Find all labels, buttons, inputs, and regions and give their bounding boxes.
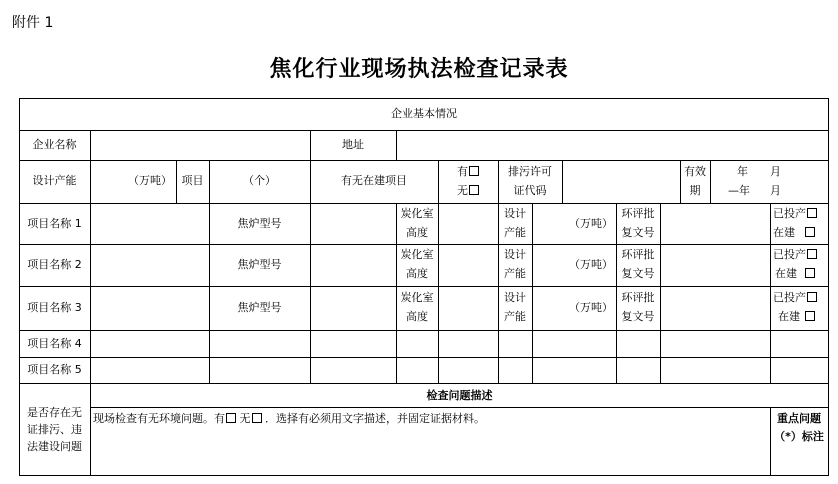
design-capacity-label: 产能: [504, 310, 526, 323]
row-divider: [19, 330, 829, 331]
permit-code-label: 证代码: [513, 184, 547, 197]
status-under-construction: 在建: [778, 309, 815, 325]
section-issue-description: 检查问题描述: [426, 389, 493, 402]
issue-label: 法建设问题: [27, 440, 82, 453]
chamber-height-label: 高度: [406, 226, 428, 239]
status-in-production: 已投产: [773, 247, 817, 263]
attachment-label: 附件 1: [12, 15, 54, 31]
col-divider: [310, 160, 311, 383]
project-name-label: 项目名称 5: [27, 363, 82, 376]
design-capacity-label: 产能: [504, 226, 526, 239]
table-border-top: [19, 98, 829, 99]
page-title: 焦化行业现场执法检查记录表: [269, 56, 569, 82]
key-issue-label: （*）标注: [774, 430, 824, 443]
unit-count: （个）: [243, 174, 276, 187]
oven-type-label: 焦炉型号: [237, 301, 282, 314]
chamber-height-label: 高度: [406, 310, 428, 323]
chamber-height-label: 炭化室: [400, 291, 434, 304]
status-under-construction: 在建: [775, 266, 815, 282]
chamber-height-label: 炭化室: [400, 207, 434, 220]
status-in-production: 已投产: [773, 206, 817, 222]
col-divider: [770, 203, 771, 383]
chamber-height-label: 高度: [406, 267, 428, 280]
month-label: 月: [770, 165, 781, 178]
eia-approval-label: 复文号: [621, 267, 655, 280]
company-name-label: 企业名称: [32, 138, 77, 151]
checkbox[interactable]: [807, 292, 817, 302]
design-capacity-label: 设计: [504, 248, 526, 261]
design-capacity-label: 设计: [504, 207, 526, 220]
eia-approval-label: 环评批: [621, 207, 655, 220]
project-count-label: 项目: [181, 174, 204, 187]
eia-approval-label: 环评批: [621, 248, 655, 261]
issue-label: 证排污、违: [27, 423, 82, 436]
section-basic-info: 企业基本情况: [391, 107, 457, 120]
col-divider: [562, 160, 563, 203]
project-name-label: 项目名称 3: [27, 301, 82, 314]
col-divider: [710, 160, 711, 203]
project-name-label: 项目名称 4: [27, 337, 82, 350]
option-no: 无: [438, 183, 498, 199]
checkbox[interactable]: [805, 268, 815, 278]
oven-type-label: 焦炉型号: [237, 217, 282, 230]
checkbox[interactable]: [807, 249, 817, 259]
eia-approval-label: 复文号: [621, 226, 655, 239]
design-capacity-label: 产能: [504, 267, 526, 280]
construction-project-label: 有无在建项目: [341, 174, 407, 187]
row-divider: [19, 203, 829, 204]
unit-wan-ton: （万吨）: [569, 217, 613, 230]
row-divider: [19, 244, 829, 245]
chamber-height-label: 炭化室: [400, 248, 434, 261]
status-under-construction: 在建: [773, 225, 815, 241]
status-in-production: 已投产: [773, 290, 817, 306]
address-label: 地址: [342, 138, 364, 151]
row-divider: [90, 407, 829, 408]
unit-wan-ton: （万吨）: [569, 301, 613, 314]
validity-label: 有效: [684, 165, 706, 178]
unit-wan-ton: （万吨）: [128, 174, 172, 187]
checkbox[interactable]: [807, 208, 817, 218]
checkbox[interactable]: [805, 227, 815, 237]
checkbox-yes[interactable]: [226, 413, 236, 423]
issue-label: 是否存在无: [27, 406, 82, 419]
eia-approval-label: 复文号: [621, 310, 655, 323]
checkbox[interactable]: [469, 185, 479, 195]
oven-type-label: 焦炉型号: [237, 258, 282, 271]
issue-instruction: 现场检查有无环境问题。有 无 ．选择有必须用文字描述，并固定证据材料。: [93, 412, 485, 425]
unit-wan-ton: （万吨）: [569, 258, 613, 271]
checkbox-no[interactable]: [252, 413, 262, 423]
design-capacity-label: 设计产能: [32, 174, 77, 187]
year-label: 年: [737, 165, 748, 178]
key-issue-label: 重点问题: [777, 412, 821, 425]
validity-label: 期: [689, 184, 701, 197]
checkbox[interactable]: [469, 166, 479, 176]
project-name-label: 项目名称 2: [27, 258, 82, 271]
permit-code-label: 排污许可: [508, 165, 552, 178]
row-divider: [19, 383, 829, 384]
row-divider: [19, 160, 829, 161]
row-divider: [19, 286, 829, 287]
col-divider: [396, 130, 397, 160]
eia-approval-label: 环评批: [621, 291, 655, 304]
col-divider: [660, 203, 661, 383]
row-divider: [19, 130, 829, 131]
month-label: 月: [770, 184, 781, 197]
year-range-label: —年: [728, 184, 750, 197]
project-name-label: 项目名称 1: [27, 217, 82, 230]
checkbox[interactable]: [805, 311, 815, 321]
row-divider: [19, 357, 829, 358]
table-border-right: [828, 98, 829, 476]
table-border-bottom: [19, 475, 829, 476]
option-yes: 有: [438, 164, 498, 180]
design-capacity-label: 设计: [504, 291, 526, 304]
